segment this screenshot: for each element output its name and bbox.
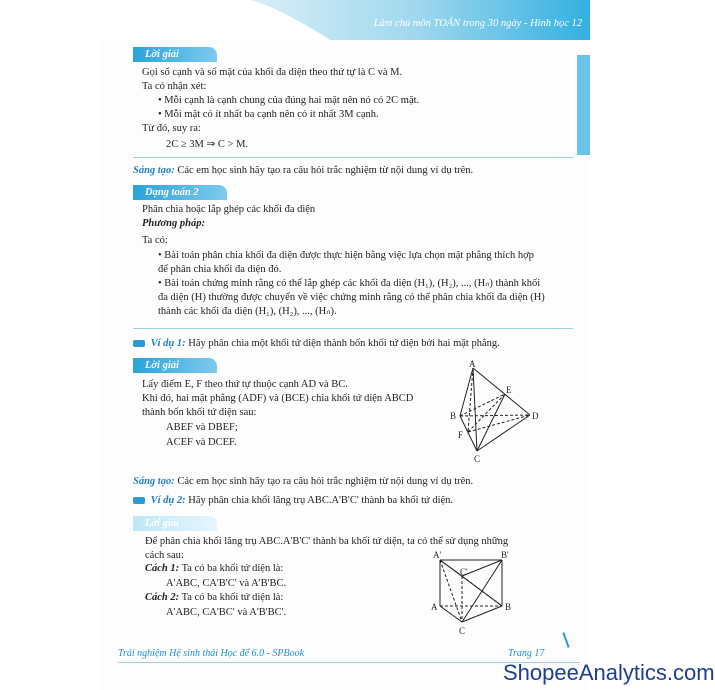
point-label-b: B bbox=[505, 602, 512, 612]
edge-be bbox=[460, 394, 505, 416]
section2-intro: Ta có: bbox=[142, 235, 168, 246]
solution1-line-1: Gọi số cạnh và số mặt của khối đa diện theo thứ tự là C và M. bbox=[142, 67, 403, 78]
example-2 bbox=[133, 494, 453, 508]
example1-line-5: ACEF và DCEF. bbox=[166, 437, 237, 448]
way1-label: Cách 1: bbox=[145, 563, 180, 574]
edge-ab bbox=[460, 368, 473, 416]
footer-left-text: Trải nghiệm Hệ sinh thái Học để 6.0 - SPBook bbox=[118, 648, 305, 659]
creative-label-1: Sáng tạo: bbox=[133, 165, 175, 176]
divider-2 bbox=[133, 328, 573, 329]
example-label-1: Ví dụ 1: bbox=[150, 338, 186, 349]
example-text-1: Hãy phân chia một khối tứ diện thành bốn khối tứ diện bởi hai mặt phẳng. bbox=[188, 338, 500, 349]
edge-fd bbox=[468, 415, 530, 432]
example-text-2: Hãy phân chia khối lăng trụ ABC.A'B'C' thành ba khối tứ diện. bbox=[188, 495, 454, 506]
example1-line-1: Lấy điểm E, F theo thứ tự thuộc cạnh AD và BC. bbox=[142, 379, 348, 390]
divider-1 bbox=[133, 157, 573, 158]
example1-line-3: thành bốn khối tứ diện sau: bbox=[142, 407, 257, 418]
way-1 bbox=[145, 562, 283, 576]
way-2 bbox=[145, 591, 283, 605]
way2-text: Ta có ba khối tứ diện là: bbox=[181, 592, 284, 603]
creative-2 bbox=[133, 475, 473, 489]
solution1-line-6: 2C ≥ 3M ⇒ C > M. bbox=[166, 139, 249, 150]
point-label-c: C bbox=[474, 454, 481, 464]
way1-text: Ta có ba khối tứ diện là: bbox=[181, 563, 284, 574]
example1-line-2: Khi đó, hai mặt phẳng (ADF) và (BCE) chia khối tứ diện ABCD bbox=[142, 393, 414, 404]
section2-line-5: thành các khối đa diện (H₁), (H₂), ..., (Hₙ). bbox=[158, 306, 337, 317]
edge-ad bbox=[473, 368, 530, 415]
example-1 bbox=[133, 337, 500, 351]
creative-label-2: Sáng tạo: bbox=[133, 476, 175, 487]
creative-text-2: Các em học sinh hãy tạo ra câu hỏi trắc nghiệm từ nội dung ví dụ trên. bbox=[177, 476, 474, 487]
solution1-line-4: • Mỗi mặt có ít nhất ba cạnh nên có ít nhất 3M cạnh. bbox=[158, 109, 379, 120]
section2-line-2: để phân chia khối đa diện đó. bbox=[158, 264, 282, 275]
example-tag-icon bbox=[133, 340, 145, 347]
example-label-2: Ví dụ 2: bbox=[150, 495, 186, 506]
watermark: ShopeeAnalytics.com bbox=[503, 660, 715, 685]
edge-a1c bbox=[440, 560, 462, 622]
creative-text-1: Các em học sinh hãy tạo ra câu hỏi trắc nghiệm từ nội dung ví dụ trên. bbox=[177, 165, 474, 176]
page-number: Trang 17 bbox=[508, 648, 545, 659]
way1-items: A'ABC, CA'B'C' và A'B'BC. bbox=[166, 578, 287, 589]
solution1-line-2: Ta có nhận xét: bbox=[142, 81, 207, 92]
section2-line-4: đa diện (H) thường được chuyển về việc chứng minh rằng có thể phân chia khối đa diện (H) bbox=[158, 292, 545, 303]
solution1-line-5: Từ đó, suy ra: bbox=[142, 123, 201, 134]
edge-c1b bbox=[462, 576, 502, 606]
creative-1 bbox=[133, 164, 473, 178]
side-tab bbox=[577, 55, 590, 155]
point-label-e: E bbox=[506, 385, 512, 395]
point-label-b1: B' bbox=[501, 550, 509, 560]
point-label-c1: C' bbox=[460, 567, 468, 577]
solution1-line-3: • Mỗi cạnh là cạnh chung của đúng hai mặt nên nó có 2C mặt. bbox=[158, 95, 420, 106]
prism-figure bbox=[430, 550, 520, 638]
edge-ec bbox=[477, 394, 505, 451]
edge-cb bbox=[462, 606, 502, 622]
header-title: Làm chủ môn TOÁN trong 30 ngày - Hình học 12 bbox=[373, 18, 582, 29]
point-label-a: A bbox=[469, 359, 476, 369]
method-label: Phương pháp: bbox=[142, 218, 205, 229]
section2-title: Phân chia hoặc lắp ghép các khối đa diện bbox=[142, 204, 316, 215]
edge-fe bbox=[468, 394, 505, 432]
solution-label-1: Lời giải bbox=[133, 47, 217, 62]
edge-dc bbox=[477, 415, 530, 451]
section2-line-3: • Bài toán chứng minh rằng có thể lắp ghép các khối đa diện (H₁), (H₂), ..., (Hₙ) thành khối bbox=[158, 278, 541, 289]
point-label-a1: A' bbox=[433, 550, 442, 560]
solution-label-2: Lời giải bbox=[133, 358, 217, 373]
way2-label: Cách 2: bbox=[145, 592, 180, 603]
way2-items: A'ABC, CA'BC' và A'B'BC'. bbox=[166, 607, 287, 618]
example2-line-2: cách sau: bbox=[145, 550, 184, 561]
point-label-d: D bbox=[532, 411, 539, 421]
point-label-b: B bbox=[450, 411, 457, 421]
section-label-2: Dạng toán 2 bbox=[133, 185, 227, 200]
solution-label-3: Lời giải bbox=[133, 516, 217, 531]
example-tag-icon bbox=[133, 497, 145, 504]
point-label-f: F bbox=[458, 430, 464, 440]
example2-line-1: Để phân chia khối lăng trụ ABC.A'B'C' thành ba khối tứ diện, ta có thể sử dụng những bbox=[145, 536, 509, 547]
tetrahedron-figure bbox=[440, 360, 550, 465]
example1-line-4: ABEF và DBEF; bbox=[166, 422, 238, 433]
edge-c1b1 bbox=[462, 560, 502, 576]
point-label-c: C bbox=[459, 626, 466, 636]
header-curve bbox=[100, 0, 330, 40]
section2-line-1: • Bài toán phân chia khối đa diện được thực hiện bằng việc lựa chọn mặt phẳng thích hợp bbox=[158, 250, 534, 261]
point-label-a: A bbox=[431, 602, 438, 612]
